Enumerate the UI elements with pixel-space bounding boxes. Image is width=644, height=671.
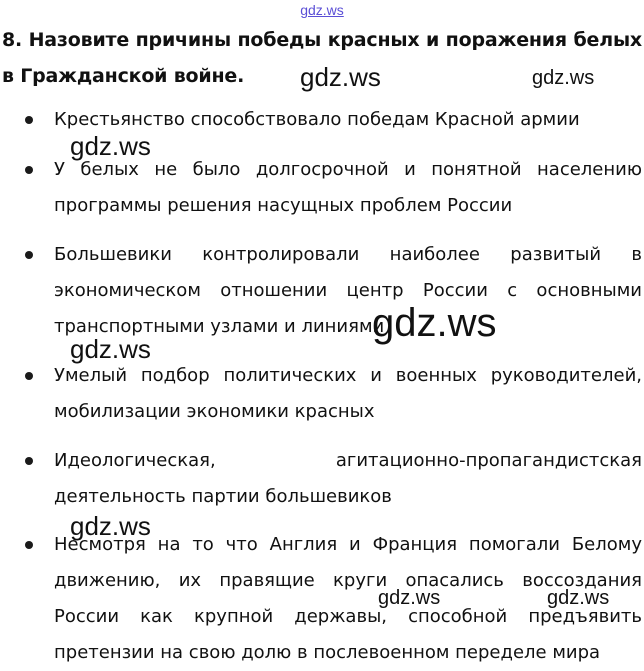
bullet-icon — [25, 457, 33, 465]
question-heading: 8. Назовите причины победы красных и поражения белых в Гражданской войне. — [2, 29, 642, 87]
answer-text: Умелый подбор политических и военных руководителей, мобилизации экономики красных — [54, 365, 642, 422]
answer-item — [32, 152, 642, 224]
answer-text: Несмотря на то что Англия и Франция помогали Белому движению, их правящие круги опасались воссоздания России как крупной державы, способной предъявить претензии на свою долю в послевоенном переделе мира — [54, 534, 642, 663]
bullet-icon — [25, 166, 33, 174]
answer-text: Идеологическая, агитационно-пропагандистская деятельность партии большевиков — [54, 450, 642, 507]
watermark: gdz.ws — [70, 511, 151, 541]
answer-text: Крестьянство способствовало победам Красной армии — [54, 109, 580, 130]
answer-item — [32, 237, 642, 345]
watermark: gdz.ws — [378, 587, 441, 609]
bullet-icon — [25, 541, 33, 549]
answer-text: Большевики контролировали наиболее развитый в экономическом отношении центр России с основными транспортными узлами и линиями — [54, 244, 642, 337]
header-watermark[interactable]: gdz.ws — [300, 2, 344, 18]
watermark: gdz.ws — [70, 131, 151, 161]
watermark: gdz.ws — [547, 587, 610, 609]
watermark: gdz.ws — [532, 67, 595, 89]
watermark: gdz.ws — [372, 301, 497, 345]
answer-item — [32, 358, 642, 430]
bullet-icon — [25, 251, 33, 259]
watermark: gdz.ws — [300, 62, 381, 92]
bullet-icon — [25, 372, 33, 380]
bullet-icon — [25, 116, 33, 124]
answer-text: У белых не было долгосрочной и понятной населению программы решения насущных проблем России — [54, 159, 642, 216]
answer-item — [32, 443, 642, 515]
watermark: gdz.ws — [70, 334, 151, 364]
